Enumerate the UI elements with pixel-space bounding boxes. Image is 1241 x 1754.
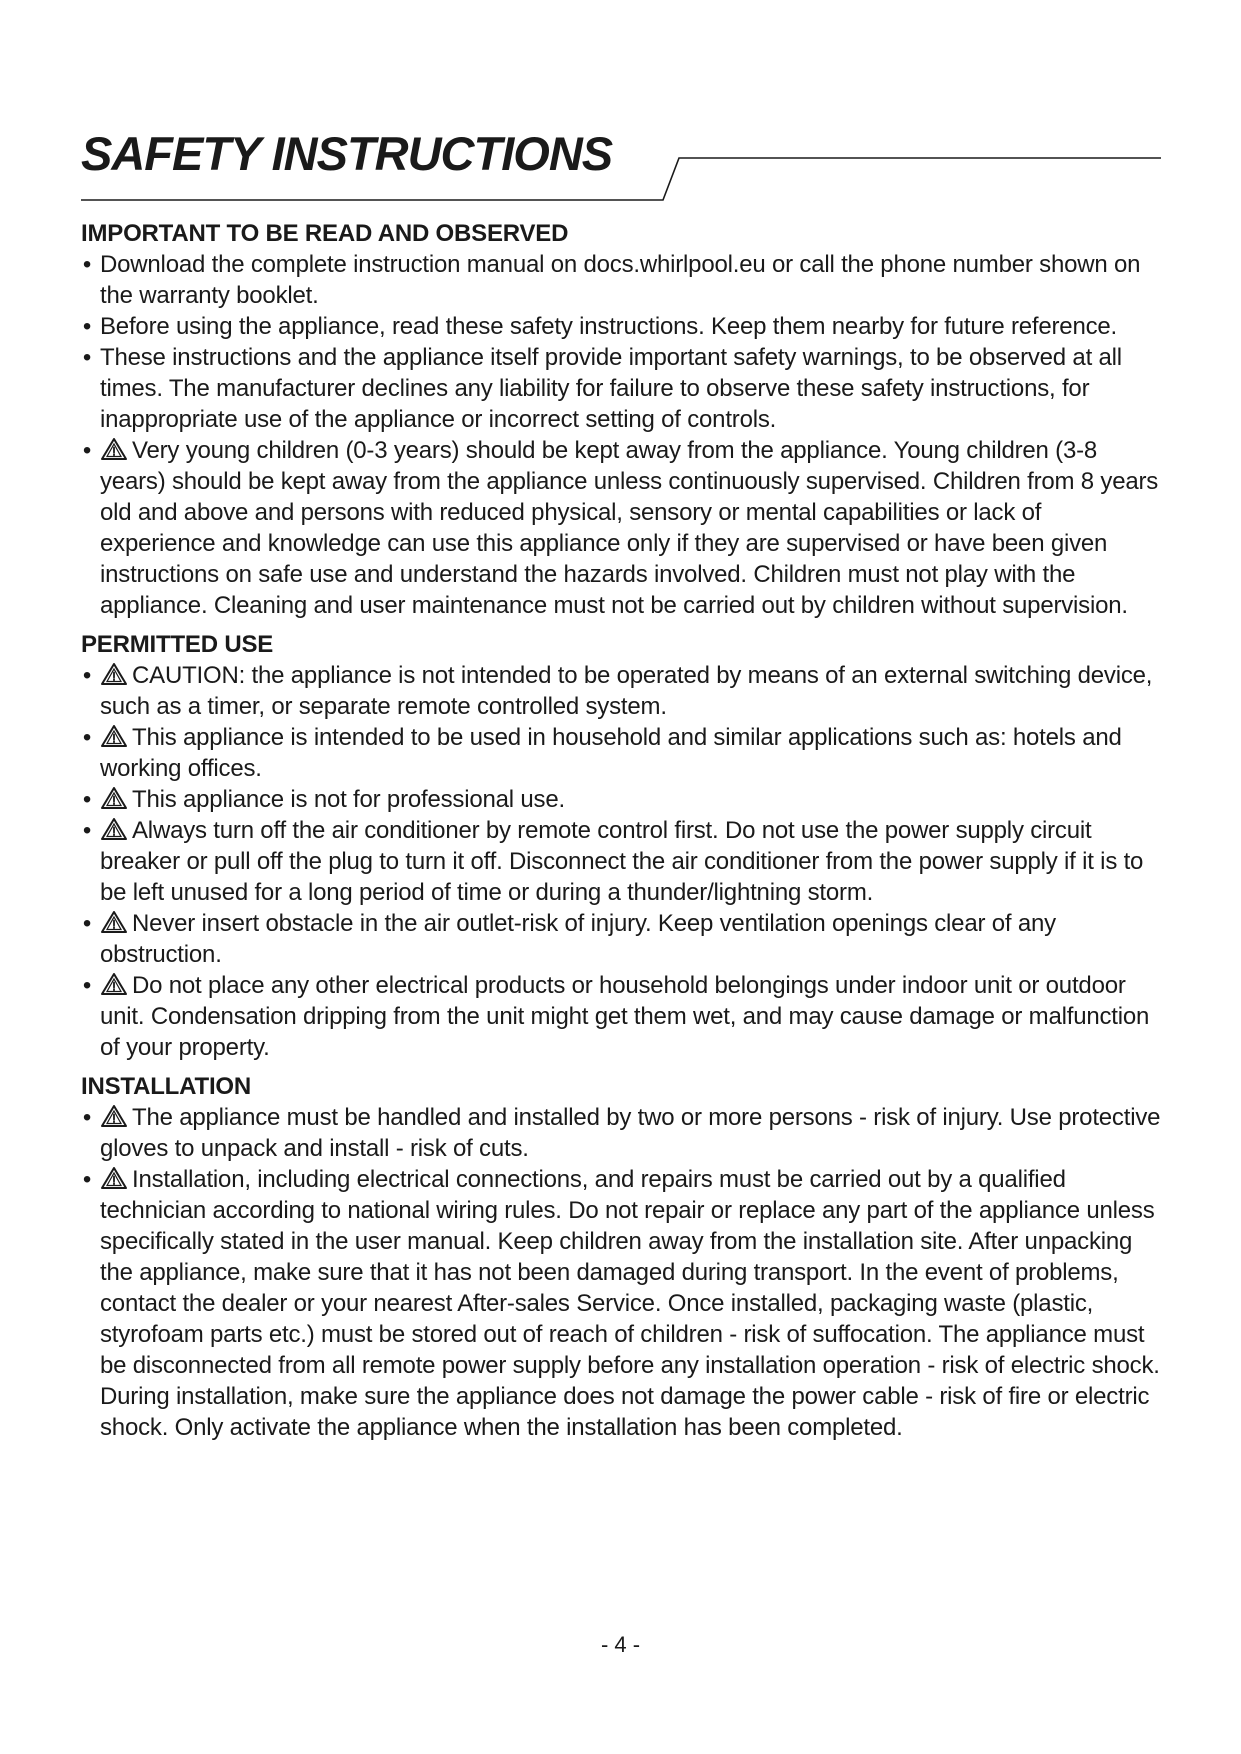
instruction-item [81,249,1161,311]
instruction-text: Do not place any other electrical products or household belongings under indoor unit or outdoor unit. Condensation dripping from the unit might get them wet, and may cause damage or malfunction of your property. [100,972,1150,1061]
bullet: • [82,786,92,813]
instruction-item [81,815,1161,908]
warning-triangle-icon [100,437,128,461]
instruction-list [81,1102,1161,1443]
page-title: SAFETY INSTRUCTIONS [81,127,613,180]
bullet: • [82,910,92,937]
bullet: • [82,251,92,278]
warning-triangle-icon [100,786,128,810]
section-heading: IMPORTANT TO BE READ AND OBSERVED [81,220,569,247]
bullet: • [82,437,92,464]
warning-triangle-icon [100,972,128,996]
section-heading: PERMITTED USE [81,631,274,658]
section-heading: INSTALLATION [81,1073,252,1100]
bullet: • [82,817,92,844]
instruction-text: This appliance is not for professional use. [132,786,565,813]
instruction-item [81,311,1161,342]
instruction-text: These instructions and the appliance itself provide important safety warnings, to be observed at all times. The manufacturer declines any liability for failure to observe these safety instructions, for inappropriate use of the appliance or incorrect setting of controls. [100,344,1122,433]
instruction-text: CAUTION: the appliance is not intended to be operated by means of an external switching device, such as a timer, or separate remote controlled system. [100,662,1153,720]
section [81,629,1161,1063]
instruction-item [81,435,1161,621]
section [81,218,1161,621]
warning-triangle-icon [100,724,128,748]
instruction-item [81,1102,1161,1164]
instruction-text: Always turn off the air conditioner by remote control first. Do not use the power supply circuit breaker or pull off the plug to turn it off. Disconnect the air conditioner from the power supply if it is to be left unused for a long period of time or during a thunder/lightning storm. [100,817,1144,906]
bullet: • [82,662,92,689]
warning-triangle-icon [100,1166,128,1190]
bullet: • [82,344,92,371]
warning-triangle-icon [100,662,128,686]
bullet: • [82,1166,92,1193]
instruction-list [81,249,1161,621]
instruction-list [81,660,1161,1063]
instruction-text: Before using the appliance, read these safety instructions. Keep them nearby for future reference. [100,313,1118,340]
section [81,1071,1161,1443]
bullet: • [82,313,92,340]
instruction-text: This appliance is intended to be used in household and similar applications such as: hotels and working offices. [100,724,1122,782]
instruction-item [81,342,1161,435]
instruction-item [81,1164,1161,1443]
instruction-text: Never insert obstacle in the air outlet-risk of injury. Keep ventilation openings clear of any obstruction. [100,910,1056,968]
bullet: • [82,724,92,751]
page-header [81,128,1161,208]
instruction-item [81,660,1161,722]
page-number: - 4 - [600,1632,641,1657]
instruction-item [81,908,1161,970]
instruction-text: The appliance must be handled and installed by two or more persons - risk of injury. Use protective gloves to unpack and install - risk of cuts. [100,1104,1161,1162]
instruction-text: Download the complete instruction manual on docs.whirlpool.eu or call the phone number shown on the warranty booklet. [100,251,1141,309]
document-body [81,218,1161,1451]
warning-triangle-icon [100,910,128,934]
instruction-item [81,970,1161,1063]
bullet: • [82,972,92,999]
warning-triangle-icon [100,1104,128,1128]
instruction-text: Very young children (0-3 years) should be kept away from the appliance. Young children (3-8 years) should be kept away from the appliance unless continuously supervised. Children from 8 years old and above and persons with reduced physical, sensory or mental capabilities or lack of experience and knowledge can use this appliance only if they are supervised or have been given instructions on safe use and understand the hazards involved. Children must not play with the appliance. Cleaning and user maintenance must not be carried out by children without supervision. [100,437,1159,619]
instruction-text: Installation, including electrical connections, and repairs must be carried out by a qualified technician according to national wiring rules. Do not repair or replace any part of the appliance unless specifically stated in the user manual. Keep children away from the installation site. After unpacking the appliance, make sure that it has not been damaged during transport. In the event of problems, contact the dealer or your nearest After-sales Service. Once installed, packaging waste (plastic, styrofoam parts etc.) must be stored out of reach of children - risk of suffocation. The appliance must be disconnected from all remote power supply before any installation operation - risk of electric shock. During installation, make sure the appliance does not damage the power cable - risk of fire or electric shock. Only activate the appliance when the installation has been completed. [100,1166,1160,1441]
instruction-item [81,722,1161,784]
instruction-item [81,784,1161,815]
bullet: • [82,1104,92,1131]
warning-triangle-icon [100,817,128,841]
